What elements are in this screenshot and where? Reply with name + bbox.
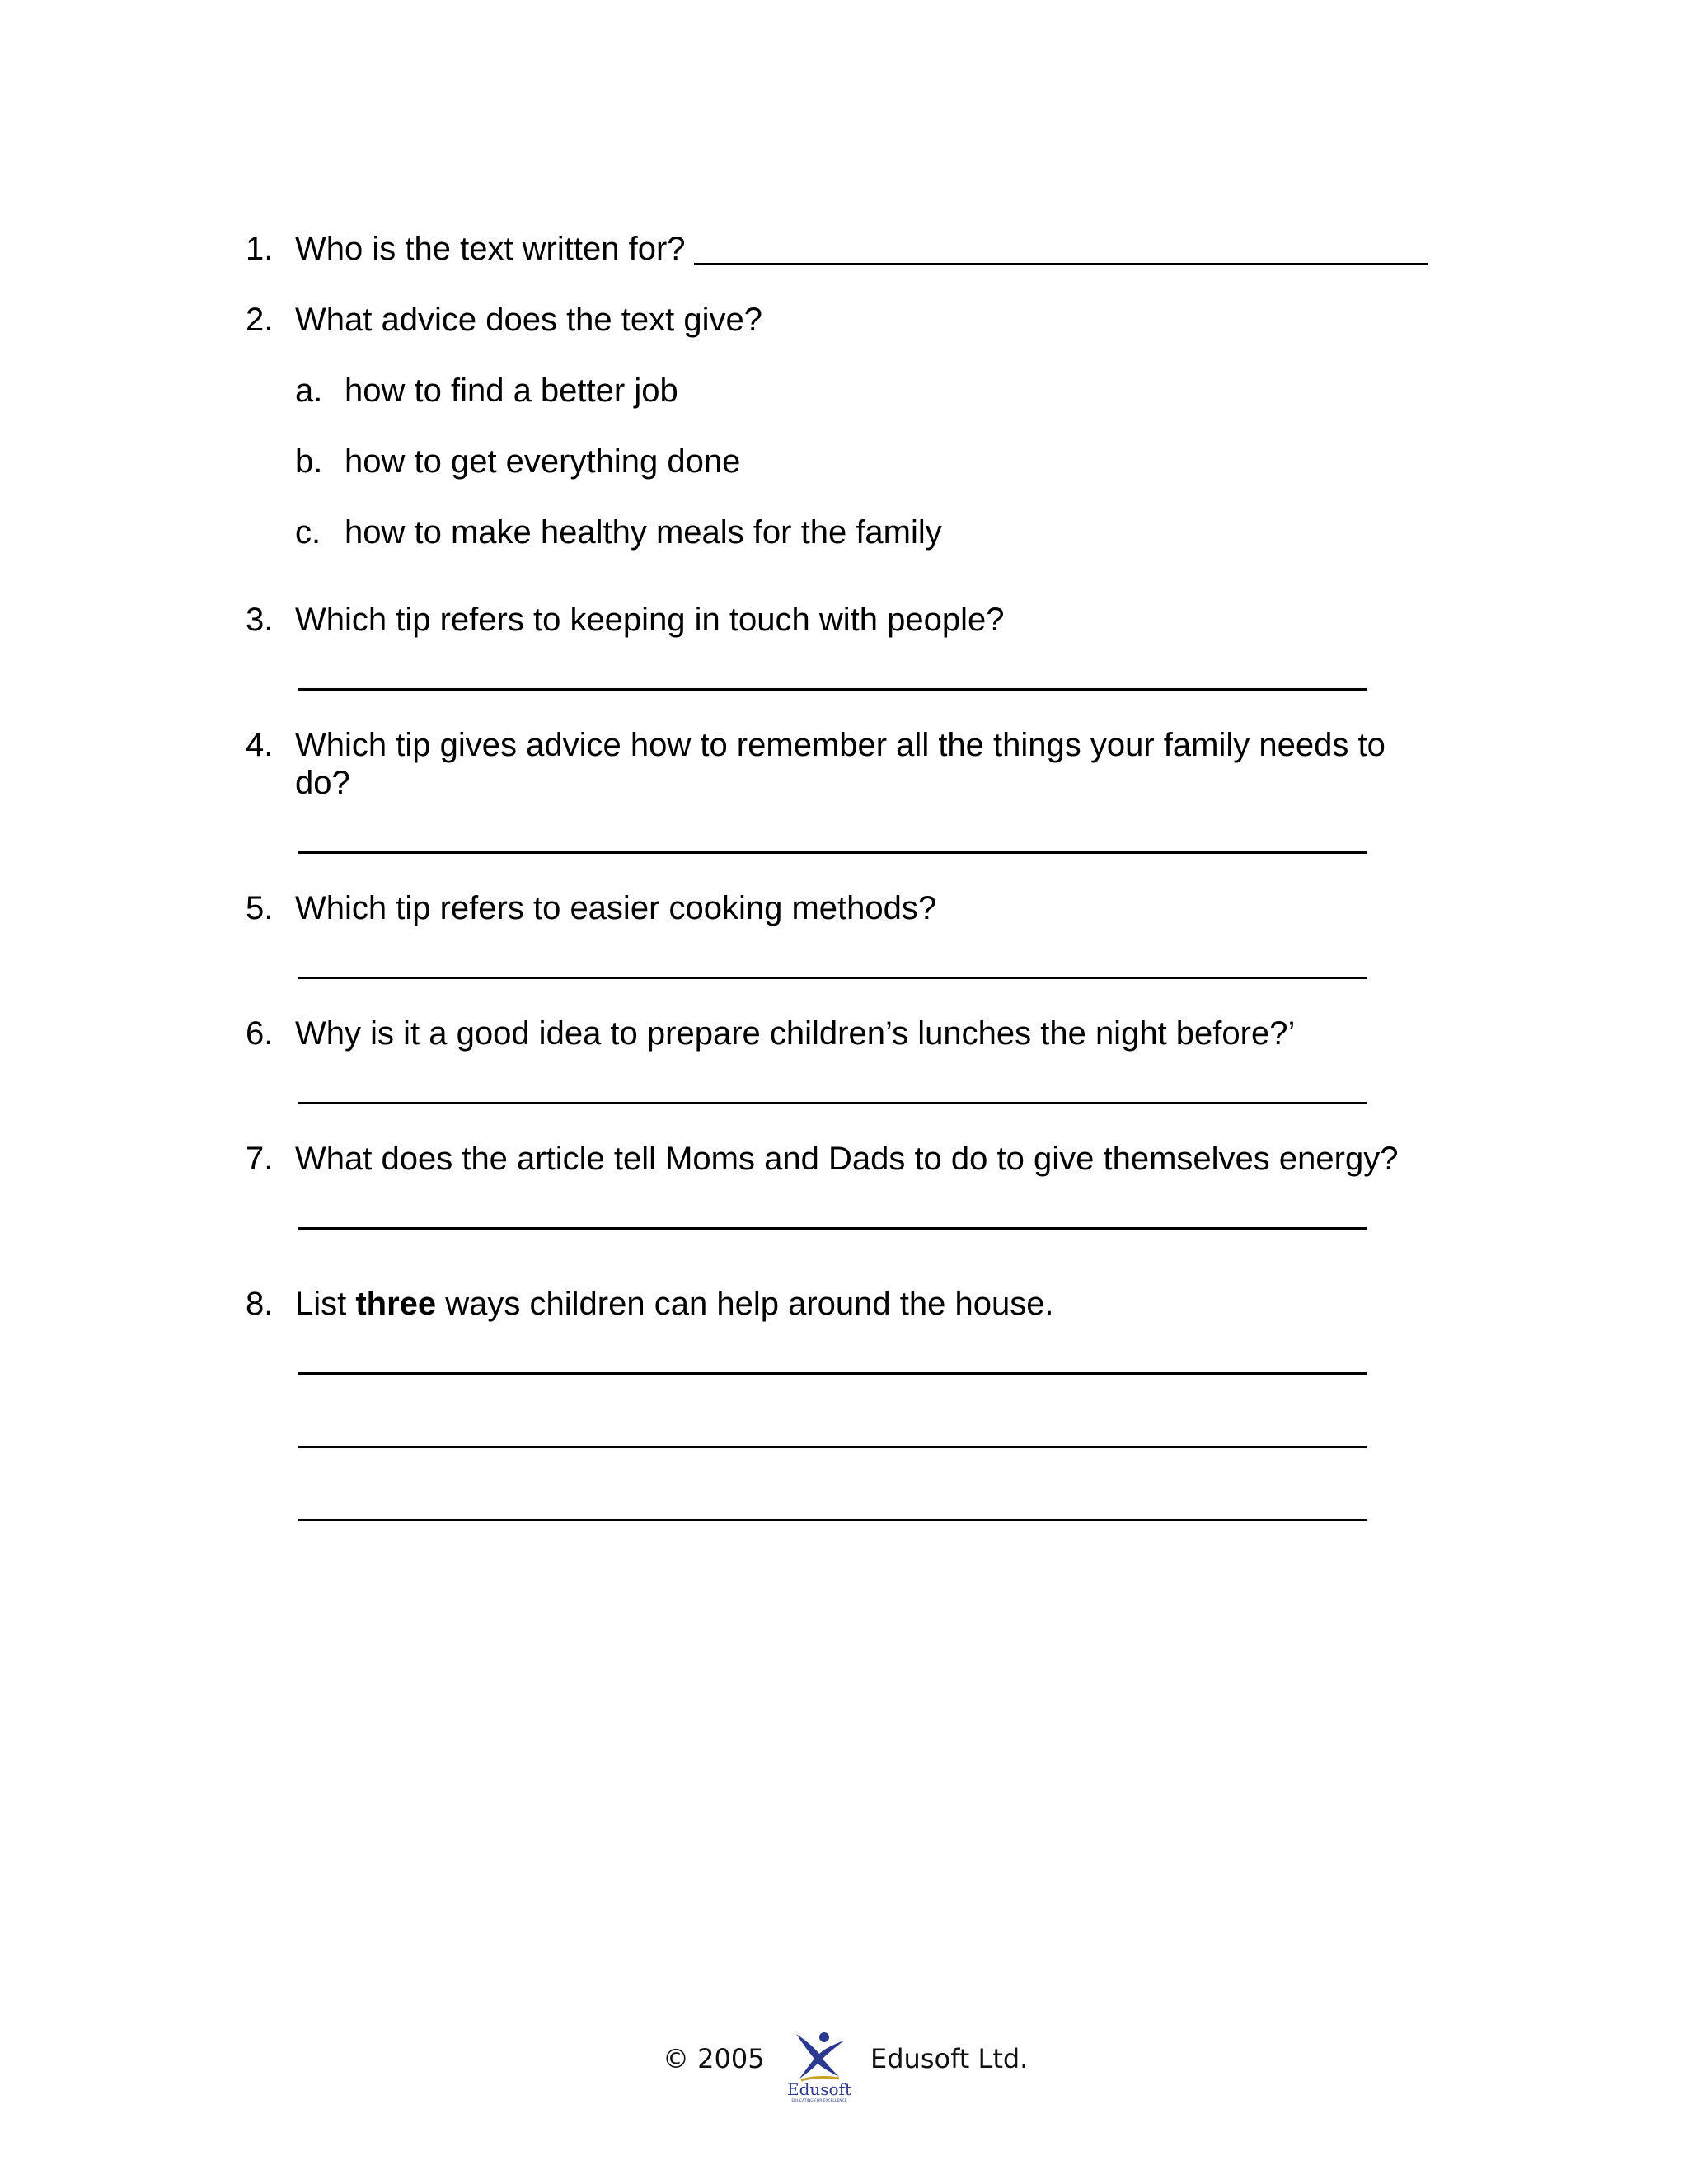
edusoft-logo <box>778 2029 860 2103</box>
option-text: how to get everything done <box>345 443 741 480</box>
answer-line-6[interactable] <box>298 1102 1367 1104</box>
option-letter: c. <box>295 514 321 551</box>
question-number: 5. <box>246 890 274 926</box>
question-text: What does the article tell Moms and Dads to do to give themselves energy? <box>295 1141 1399 1177</box>
question-number: 4. <box>246 727 274 763</box>
question-text: Why is it a good idea to prepare children’s lunches the night before?’ <box>295 1015 1296 1052</box>
question-text-end: ways children can help around the house. <box>436 1286 1054 1322</box>
question-number: 7. <box>246 1141 274 1177</box>
answer-line-3[interactable] <box>298 688 1367 691</box>
question-text: Who is the text written for? <box>295 231 686 267</box>
answer-line-4[interactable] <box>298 851 1367 854</box>
answer-line-7[interactable] <box>298 1227 1367 1230</box>
emphasis-word: three <box>355 1286 437 1322</box>
answer-line-5[interactable] <box>298 977 1367 979</box>
logo-wordmark: Edusoft <box>786 2079 852 2099</box>
option-text: how to make healthy meals for the family <box>345 514 942 551</box>
question-text <box>295 1284 1054 1324</box>
answer-line-8b[interactable] <box>298 1446 1367 1448</box>
question-number: 8. <box>246 1286 274 1322</box>
answer-line-8c[interactable] <box>298 1519 1367 1521</box>
question-text: Which tip refers to easier cooking methods? <box>295 890 937 926</box>
company-name: Edusoft Ltd. <box>870 2043 1029 2074</box>
logo-tagline: EDUCATING FOR EXCELLENCE <box>791 2099 847 2103</box>
option-letter: b. <box>295 443 323 480</box>
option-text: how to find a better job <box>345 373 678 409</box>
question-number: 6. <box>246 1015 274 1052</box>
answer-line-1[interactable] <box>694 263 1428 265</box>
answer-line-8a[interactable] <box>298 1372 1367 1375</box>
question-text: Which tip gives advice how to remember all the things your family needs to <box>295 727 1386 763</box>
question-number: 2. <box>246 302 274 338</box>
option-letter: a. <box>295 373 323 409</box>
copyright-text: © 2005 <box>663 2043 765 2074</box>
question-text-start: List <box>295 1286 356 1322</box>
question-number: 3. <box>246 602 274 638</box>
question-number: 1. <box>246 231 274 267</box>
edusoft-logo-icon <box>778 2029 860 2103</box>
question-text: Which tip refers to keeping in touch with people? <box>295 602 1005 638</box>
question-text: What advice does the text give? <box>295 302 762 338</box>
question-text: do? <box>295 765 350 801</box>
